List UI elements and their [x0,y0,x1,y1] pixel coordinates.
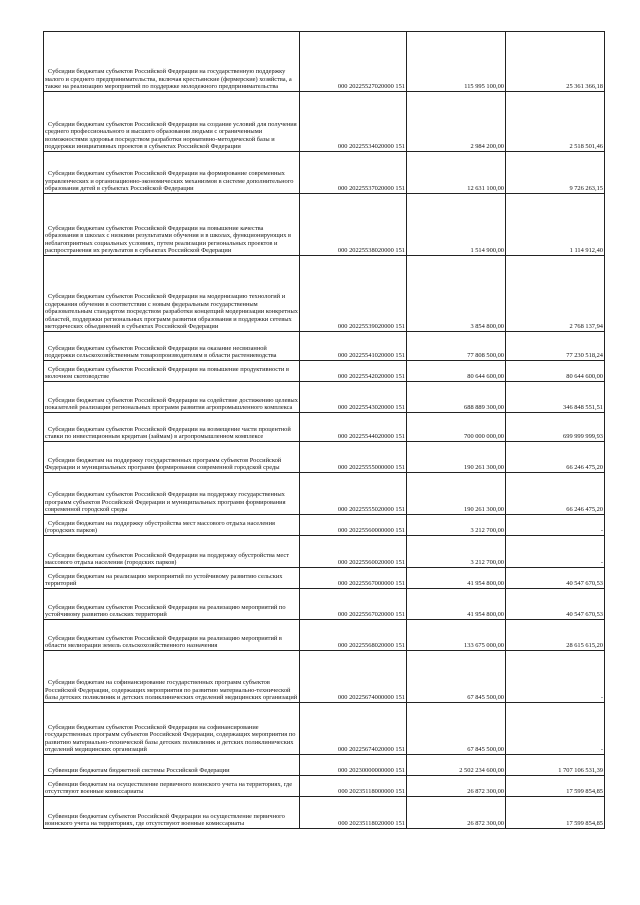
row-code-cell: 000 20225543020000 151 [300,382,407,413]
row-code-cell: 000 20225674000000 151 [300,651,407,703]
table-row [44,651,605,703]
row-fact-cell: 25 361 366,18 [506,32,605,92]
row-fact-cell: - [506,515,605,536]
row-code-cell: 000 20225568020000 151 [300,620,407,651]
row-fact-cell: 9 726 263,15 [506,152,605,194]
row-name-cell: Субсидии бюджетам субъектов Российской Федерации на формирование современных управленческих и организационно-экономических механизмов в системе дополнительного образования детей в субъектах Российской Федерации [44,152,300,194]
row-name-cell: Субвенции бюджетам субъектов Российской Федерации на осуществление первичного воинского учета на территориях, где отсутствуют военные комиссариаты [44,797,300,829]
row-plan-cell: 41 954 800,00 [407,568,506,589]
table-row [44,332,605,361]
table-row [44,92,605,152]
row-plan-cell: 77 808 500,00 [407,332,506,361]
row-fact-cell: 40 547 670,53 [506,589,605,620]
row-plan-cell: 190 261 300,00 [407,473,506,515]
row-fact-cell: 66 246 475,20 [506,442,605,473]
row-code-cell: 000 20225539020000 151 [300,256,407,332]
table-row [44,620,605,651]
row-name-cell: Субвенции бюджетам бюджетной системы Российской Федерации [44,755,300,776]
row-fact-cell: 2 768 137,94 [506,256,605,332]
table-row [44,194,605,256]
row-plan-cell: 41 954 800,00 [407,589,506,620]
row-code-cell: 000 20225567000000 151 [300,568,407,589]
table-row [44,797,605,829]
row-code-cell: 000 20225555000000 151 [300,442,407,473]
row-name-cell: Субвенции бюджетам на осуществление первичного воинского учета на территориях, где отсутствуют военные комиссариаты [44,776,300,797]
row-code-cell: 000 20225527020000 151 [300,32,407,92]
row-plan-cell: 67 845 500,00 [407,703,506,755]
row-fact-cell: 699 999 999,93 [506,413,605,442]
row-name-cell: Субсидии бюджетам субъектов Российской Федерации на софинансирование государственных программ субъектов Российской Федерации, содержащих мероприятия по развитию материально-технической базы детских поликлиник и детских поликлинических отделений медицинских организаций [44,703,300,755]
budget-table [43,31,605,829]
row-code-cell: 000 20225560000000 151 [300,515,407,536]
row-fact-cell: 17 599 854,85 [506,776,605,797]
table-row [44,442,605,473]
row-name-cell: Субсидии бюджетам на поддержку государственных программ субъектов Российской Федерации и муниципальных программ формирования современной городской среды [44,442,300,473]
table-row [44,776,605,797]
row-name-cell: Субсидии бюджетам субъектов Российской Федерации на возмещение части процентной ставки по инвестиционным кредитам (займам) в агропромышленном комплексе [44,413,300,442]
row-fact-cell: 77 230 518,24 [506,332,605,361]
row-plan-cell: 688 889 300,00 [407,382,506,413]
row-plan-cell: 3 212 700,00 [407,515,506,536]
row-plan-cell: 12 631 100,00 [407,152,506,194]
row-name-cell: Субсидии бюджетам на реализацию мероприятий по устойчивому развитию сельских территорий [44,568,300,589]
row-plan-cell: 700 000 000,00 [407,413,506,442]
table-row [44,32,605,92]
row-name-cell: Субсидии бюджетам субъектов Российской Федерации на реализацию мероприятий в области мелиорации земель сельскохозяйственного назначения [44,620,300,651]
row-name-cell: Субсидии бюджетам субъектов Российской Федерации на оказание несвязанной поддержки сельскохозяйственным товаропроизводителям в области растениеводства [44,332,300,361]
row-code-cell: 000 20225542020000 151 [300,361,407,382]
row-fact-cell: 80 644 600,00 [506,361,605,382]
row-fact-cell: - [506,703,605,755]
row-fact-cell: - [506,651,605,703]
row-fact-cell: 28 615 615,20 [506,620,605,651]
table-row [44,152,605,194]
row-code-cell: 000 20225560020000 151 [300,536,407,568]
row-code-cell: 000 20225674020000 151 [300,703,407,755]
row-code-cell: 000 20235118000000 151 [300,776,407,797]
row-name-cell: Субсидии бюджетам субъектов Российской Федерации на поддержку государственных программ субъектов Российской Федерации и муниципальных программ формирования современной городской среды [44,473,300,515]
budget-table-body [44,32,605,829]
row-name-cell: Субсидии бюджетам субъектов Российской Федерации на создание условий для получения среднего профессионального и высшего образования людьми с ограниченными возможностями здоровья посредством разработки нормативно-методической базы и поддержки инициативных проектов в субъектах Российской Федерации [44,92,300,152]
row-code-cell: 000 20225534020000 151 [300,92,407,152]
row-code-cell: 000 20225544020000 151 [300,413,407,442]
table-row [44,755,605,776]
row-plan-cell: 1 514 900,00 [407,194,506,256]
row-plan-cell: 133 675 000,00 [407,620,506,651]
row-name-cell: Субсидии бюджетам субъектов Российской Федерации на государственную поддержку малого и среднего предпринимательства, включая крестьянские (фермерские) хозяйства, а также на реализацию мероприятий по поддержке молодежного предпринимательства [44,32,300,92]
table-row [44,536,605,568]
row-code-cell: 000 20235118020000 151 [300,797,407,829]
row-plan-cell: 26 872 300,00 [407,776,506,797]
row-name-cell: Субсидии бюджетам субъектов Российской Федерации на повышение качества образования в школах с низкими результатами обучения и в школах, функционирующих в неблагоприятных социальных условиях, путем реализации региональных проектов и распространения их результатов в субъектах Российской Федерации [44,194,300,256]
row-plan-cell: 67 845 500,00 [407,651,506,703]
row-plan-cell: 80 644 600,00 [407,361,506,382]
row-fact-cell: - [506,536,605,568]
table-row [44,568,605,589]
row-code-cell: 000 20225538020000 151 [300,194,407,256]
row-fact-cell: 66 246 475,20 [506,473,605,515]
row-fact-cell: 40 547 670,53 [506,568,605,589]
row-plan-cell: 3 212 700,00 [407,536,506,568]
table-row [44,473,605,515]
row-plan-cell: 2 502 234 600,00 [407,755,506,776]
row-fact-cell: 17 599 854,85 [506,797,605,829]
row-fact-cell: 346 848 551,51 [506,382,605,413]
table-row [44,361,605,382]
row-plan-cell: 26 872 300,00 [407,797,506,829]
row-name-cell: Субсидии бюджетам субъектов Российской Федерации на содействие достижению целевых показателей реализации региональных программ развития агропромышленного комплекса [44,382,300,413]
row-code-cell: 000 20230000000000 151 [300,755,407,776]
row-name-cell: Субсидии бюджетам субъектов Российской Федерации на модернизацию технологий и содержания обучения в соответствии с новым федеральным государственным образовательным стандартом посредством разработки концепций модернизации конкретных областей, поддержки региональных программ развития образования и поддержки сетевых методических объединений в субъектах Российской Федерации [44,256,300,332]
row-plan-cell: 3 854 800,00 [407,256,506,332]
row-plan-cell: 2 984 200,00 [407,92,506,152]
table-row [44,382,605,413]
row-name-cell: Субсидии бюджетам субъектов Российской Федерации на реализацию мероприятий по устойчивому развитию сельских территорий [44,589,300,620]
row-name-cell: Субсидии бюджетам субъектов Российской Федерации на поддержку обустройства мест массового отдыха населения (городских парков) [44,536,300,568]
table-row [44,589,605,620]
row-code-cell: 000 20225567020000 151 [300,589,407,620]
row-name-cell: Субсидии бюджетам на софинансирование государственных программ субъектов Российской Федерации, содержащих мероприятия по развитию материально-технической базы детских поликлиник и детских поликлинических отделений медицинских организаций [44,651,300,703]
row-name-cell: Субсидии бюджетам на поддержку обустройства мест массового отдыха населения (городских парков) [44,515,300,536]
row-plan-cell: 115 995 100,00 [407,32,506,92]
row-code-cell: 000 20225555020000 151 [300,473,407,515]
row-code-cell: 000 20225537020000 151 [300,152,407,194]
row-fact-cell: 1 114 912,40 [506,194,605,256]
table-row [44,515,605,536]
table-row [44,413,605,442]
row-name-cell: Субсидии бюджетам субъектов Российской Федерации на повышение продуктивности в молочном скотоводстве [44,361,300,382]
row-code-cell: 000 20225541020000 151 [300,332,407,361]
row-fact-cell: 1 707 106 531,39 [506,755,605,776]
row-fact-cell: 2 518 501,46 [506,92,605,152]
table-row [44,703,605,755]
table-row [44,256,605,332]
row-plan-cell: 190 261 300,00 [407,442,506,473]
